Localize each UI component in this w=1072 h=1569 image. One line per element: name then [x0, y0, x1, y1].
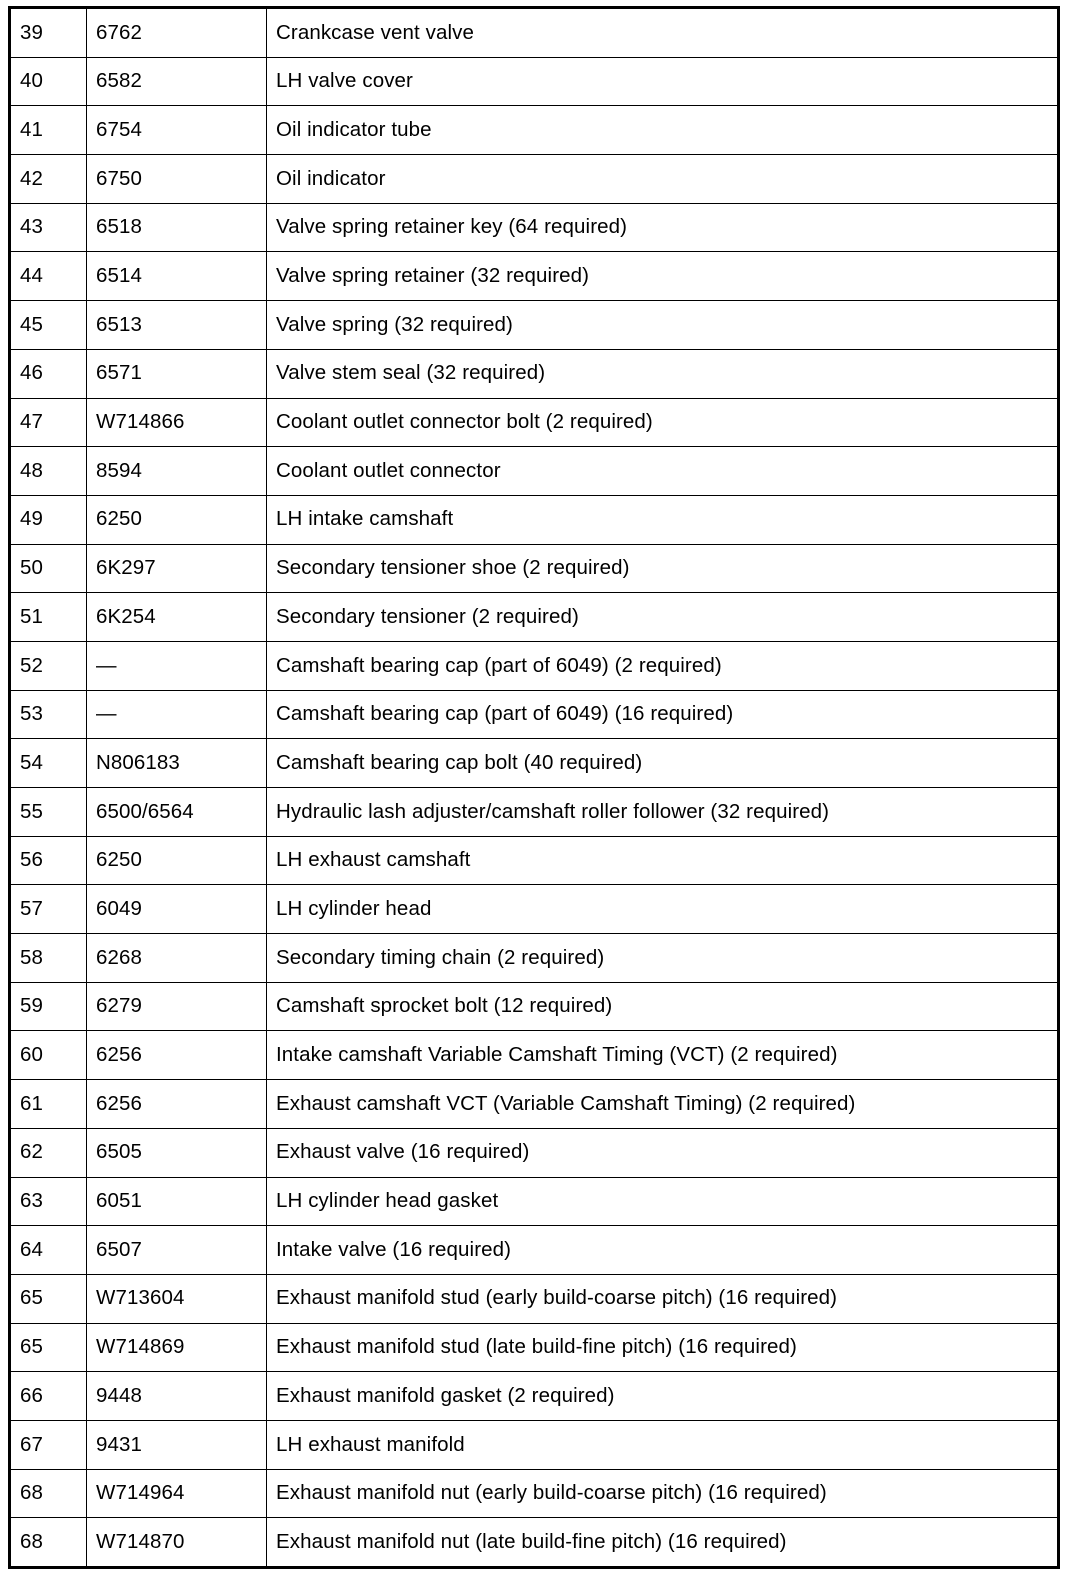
cell-item-number: 46 [10, 349, 87, 398]
cell-item-number: 64 [10, 1226, 87, 1275]
cell-item-number: 65 [10, 1323, 87, 1372]
table-row [10, 203, 1059, 252]
cell-description: Valve spring retainer (32 required) [267, 252, 1059, 301]
table-row [10, 885, 1059, 934]
cell-item-number: 40 [10, 57, 87, 106]
cell-part-number: 6256 [87, 1031, 267, 1080]
cell-part-number: 6513 [87, 301, 267, 350]
table-row [10, 690, 1059, 739]
cell-part-number: 6250 [87, 495, 267, 544]
cell-description: Intake camshaft Variable Camshaft Timing (VCT) (2 required) [267, 1031, 1059, 1080]
table-row [10, 349, 1059, 398]
table-row [10, 739, 1059, 788]
cell-description: Oil indicator tube [267, 106, 1059, 155]
cell-part-number: 6514 [87, 252, 267, 301]
cell-part-number: 6507 [87, 1226, 267, 1275]
cell-description: Camshaft sprocket bolt (12 required) [267, 982, 1059, 1031]
table-row [10, 641, 1059, 690]
cell-description: Exhaust manifold nut (early build-coarse pitch) (16 required) [267, 1469, 1059, 1518]
cell-part-number: — [87, 690, 267, 739]
cell-item-number: 54 [10, 739, 87, 788]
table-row [10, 1274, 1059, 1323]
cell-description: Crankcase vent valve [267, 8, 1059, 58]
cell-item-number: 65 [10, 1274, 87, 1323]
cell-description: Exhaust manifold nut (late build-fine pitch) (16 required) [267, 1518, 1059, 1568]
cell-item-number: 42 [10, 155, 87, 204]
table-row [10, 836, 1059, 885]
table-row [10, 495, 1059, 544]
cell-item-number: 67 [10, 1420, 87, 1469]
table-row [10, 1080, 1059, 1129]
cell-item-number: 44 [10, 252, 87, 301]
cell-part-number: 6K254 [87, 593, 267, 642]
parts-table [8, 6, 1060, 1569]
table-row [10, 57, 1059, 106]
cell-description: Hydraulic lash adjuster/camshaft roller follower (32 required) [267, 788, 1059, 837]
table-row [10, 593, 1059, 642]
cell-description: LH cylinder head [267, 885, 1059, 934]
table-row [10, 301, 1059, 350]
table-row [10, 1469, 1059, 1518]
cell-description: Valve stem seal (32 required) [267, 349, 1059, 398]
cell-item-number: 53 [10, 690, 87, 739]
cell-description: LH intake camshaft [267, 495, 1059, 544]
cell-part-number: W713604 [87, 1274, 267, 1323]
cell-part-number: 6505 [87, 1128, 267, 1177]
cell-item-number: 48 [10, 447, 87, 496]
cell-item-number: 47 [10, 398, 87, 447]
cell-part-number: 6518 [87, 203, 267, 252]
table-row [10, 252, 1059, 301]
parts-table-body [10, 8, 1059, 1568]
cell-item-number: 61 [10, 1080, 87, 1129]
cell-part-number: 6762 [87, 8, 267, 58]
cell-part-number: N806183 [87, 739, 267, 788]
table-row [10, 1323, 1059, 1372]
cell-description: Oil indicator [267, 155, 1059, 204]
table-row [10, 1518, 1059, 1568]
cell-description: Valve spring retainer key (64 required) [267, 203, 1059, 252]
cell-part-number: 6268 [87, 934, 267, 983]
cell-description: Valve spring (32 required) [267, 301, 1059, 350]
table-row [10, 982, 1059, 1031]
table-row [10, 1372, 1059, 1421]
cell-description: Coolant outlet connector [267, 447, 1059, 496]
cell-part-number: 6500/6564 [87, 788, 267, 837]
table-row [10, 1031, 1059, 1080]
table-row [10, 1177, 1059, 1226]
cell-item-number: 43 [10, 203, 87, 252]
cell-part-number: 6256 [87, 1080, 267, 1129]
cell-part-number: 6582 [87, 57, 267, 106]
cell-item-number: 63 [10, 1177, 87, 1226]
cell-item-number: 56 [10, 836, 87, 885]
cell-description: Camshaft bearing cap (part of 6049) (2 required) [267, 641, 1059, 690]
cell-item-number: 51 [10, 593, 87, 642]
cell-part-number: 8594 [87, 447, 267, 496]
cell-item-number: 45 [10, 301, 87, 350]
cell-description: Camshaft bearing cap bolt (40 required) [267, 739, 1059, 788]
cell-description: Secondary tensioner shoe (2 required) [267, 544, 1059, 593]
cell-item-number: 50 [10, 544, 87, 593]
cell-part-number: 9431 [87, 1420, 267, 1469]
cell-description: Exhaust manifold stud (early build-coarse pitch) (16 required) [267, 1274, 1059, 1323]
cell-description: Intake valve (16 required) [267, 1226, 1059, 1275]
cell-part-number: W714870 [87, 1518, 267, 1568]
table-row [10, 788, 1059, 837]
table-row [10, 934, 1059, 983]
cell-description: Secondary timing chain (2 required) [267, 934, 1059, 983]
table-row [10, 447, 1059, 496]
cell-part-number: 6571 [87, 349, 267, 398]
table-row [10, 1226, 1059, 1275]
table-row [10, 544, 1059, 593]
cell-part-number: — [87, 641, 267, 690]
cell-part-number: 6250 [87, 836, 267, 885]
cell-description: Coolant outlet connector bolt (2 required) [267, 398, 1059, 447]
table-row [10, 1420, 1059, 1469]
cell-part-number: W714964 [87, 1469, 267, 1518]
table-row [10, 8, 1059, 58]
cell-description: Exhaust camshaft VCT (Variable Camshaft Timing) (2 required) [267, 1080, 1059, 1129]
cell-description: LH valve cover [267, 57, 1059, 106]
cell-item-number: 52 [10, 641, 87, 690]
cell-item-number: 49 [10, 495, 87, 544]
cell-part-number: 9448 [87, 1372, 267, 1421]
cell-item-number: 58 [10, 934, 87, 983]
cell-part-number: 6051 [87, 1177, 267, 1226]
cell-description: Camshaft bearing cap (part of 6049) (16 required) [267, 690, 1059, 739]
table-row [10, 398, 1059, 447]
cell-part-number: 6754 [87, 106, 267, 155]
cell-item-number: 68 [10, 1518, 87, 1568]
cell-item-number: 68 [10, 1469, 87, 1518]
cell-part-number: 6750 [87, 155, 267, 204]
cell-item-number: 57 [10, 885, 87, 934]
cell-item-number: 41 [10, 106, 87, 155]
table-row [10, 1128, 1059, 1177]
cell-description: LH exhaust camshaft [267, 836, 1059, 885]
cell-description: Exhaust manifold stud (late build-fine pitch) (16 required) [267, 1323, 1059, 1372]
cell-description: LH exhaust manifold [267, 1420, 1059, 1469]
cell-description: Exhaust manifold gasket (2 required) [267, 1372, 1059, 1421]
cell-description: LH cylinder head gasket [267, 1177, 1059, 1226]
cell-item-number: 66 [10, 1372, 87, 1421]
cell-part-number: 6049 [87, 885, 267, 934]
cell-part-number: 6279 [87, 982, 267, 1031]
cell-part-number: W714869 [87, 1323, 267, 1372]
cell-item-number: 59 [10, 982, 87, 1031]
cell-item-number: 60 [10, 1031, 87, 1080]
cell-description: Exhaust valve (16 required) [267, 1128, 1059, 1177]
table-row [10, 155, 1059, 204]
cell-item-number: 55 [10, 788, 87, 837]
cell-part-number: W714866 [87, 398, 267, 447]
cell-part-number: 6K297 [87, 544, 267, 593]
cell-item-number: 39 [10, 8, 87, 58]
table-row [10, 106, 1059, 155]
cell-item-number: 62 [10, 1128, 87, 1177]
cell-description: Secondary tensioner (2 required) [267, 593, 1059, 642]
